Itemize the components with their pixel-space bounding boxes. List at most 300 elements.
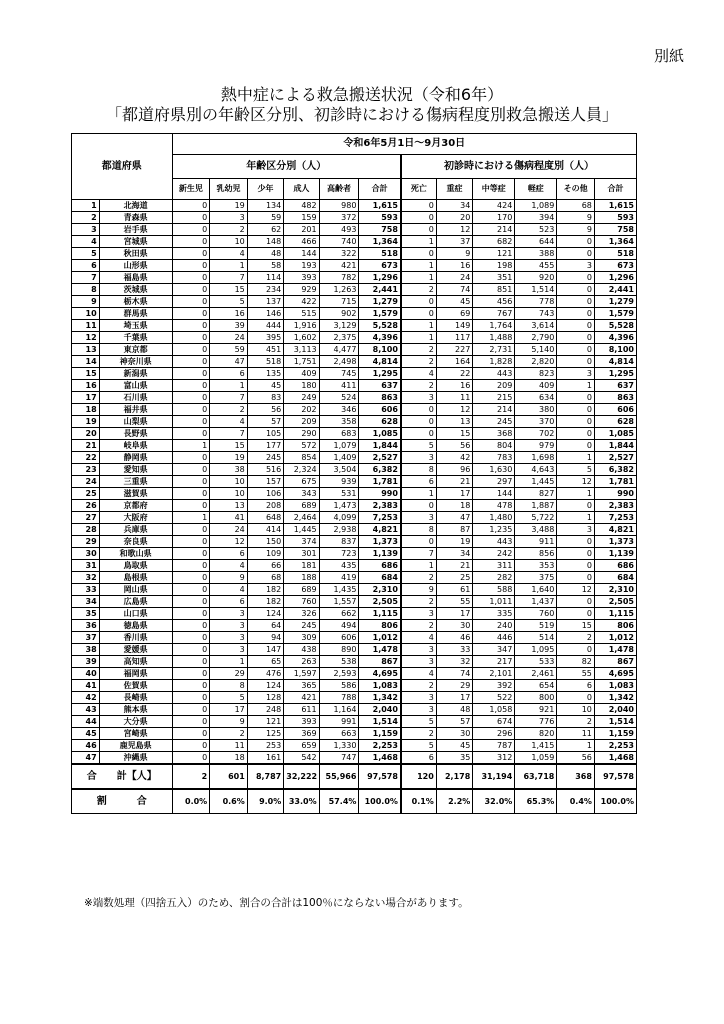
table-cell: 1 (401, 332, 436, 344)
table-cell: 1,844 (594, 440, 636, 452)
table-cell: 443 (473, 368, 515, 380)
table-cell: 3 (210, 632, 248, 644)
row-number: 5 (72, 248, 100, 260)
table-cell: 209 (473, 380, 515, 392)
table-cell: 1,514 (515, 284, 557, 296)
table-cell: 1 (401, 260, 436, 272)
table-cell: 1,159 (359, 728, 401, 740)
table-cell: 182 (247, 596, 283, 608)
table-cell: 0 (172, 488, 210, 500)
table-cell: 1,373 (594, 536, 636, 548)
table-cell: 2 (210, 728, 248, 740)
table-cell: 55 (436, 596, 472, 608)
table-cell: 0 (172, 392, 210, 404)
table-cell: 32 (436, 656, 472, 668)
table-cell: 0 (172, 704, 210, 716)
table-cell: 1,478 (594, 644, 636, 656)
table-cell: 0 (172, 560, 210, 572)
table-cell: 8 (401, 464, 436, 476)
prefecture-name: 神奈川県 (99, 356, 172, 368)
prefecture-name: 広島県 (99, 596, 172, 608)
prefecture-name: 富山県 (99, 380, 172, 392)
table-cell: 0 (557, 608, 595, 620)
table-cell: 3,504 (319, 464, 359, 476)
table-cell: 87 (436, 524, 472, 536)
header-severity-group: 初診時における傷病程度別（人） (401, 155, 637, 179)
row-number: 41 (72, 680, 100, 692)
prefecture-name: 大阪府 (99, 512, 172, 524)
table-cell: 0 (172, 464, 210, 476)
table-cell: 628 (594, 416, 636, 428)
table-cell: 0 (557, 572, 595, 584)
table-cell: 368 (557, 764, 595, 789)
table-cell: 414 (247, 524, 283, 536)
table-cell: 980 (319, 200, 359, 212)
table-cell: 867 (359, 656, 401, 668)
table-cell: 3 (401, 644, 436, 656)
header-age-col: 少年 (247, 179, 283, 200)
table-cell: 17 (436, 608, 472, 620)
table-cell: 134 (247, 200, 283, 212)
table-cell: 182 (247, 584, 283, 596)
table-cell: 0 (557, 356, 595, 368)
table-cell: 375 (515, 572, 557, 584)
table-cell: 1,468 (359, 752, 401, 765)
prefecture-name: 福島県 (99, 272, 172, 284)
table-cell: 347 (473, 644, 515, 656)
table-cell: 10 (210, 488, 248, 500)
table-cell: 124 (247, 608, 283, 620)
row-number: 39 (72, 656, 100, 668)
table-cell: 5,528 (594, 320, 636, 332)
row-number: 23 (72, 464, 100, 476)
footnote: ※端数処理（四捨五入）のため、割合の合計は100％にならない場合があります。 (84, 897, 469, 909)
table-cell: 1 (557, 488, 595, 500)
table-cell: 2 (401, 596, 436, 608)
table-cell: 1,330 (319, 740, 359, 752)
table-cell: 59 (210, 344, 248, 356)
table-cell: 45 (247, 380, 283, 392)
table-cell: 31,194 (473, 764, 515, 789)
table-cell: 2 (401, 356, 436, 368)
table-row (72, 608, 637, 620)
table-cell: 890 (319, 644, 359, 656)
table-cell: 7,253 (594, 512, 636, 524)
table-cell: 1,095 (515, 644, 557, 656)
table-cell: 0 (401, 248, 436, 260)
prefecture-name: 栃木県 (99, 296, 172, 308)
table-cell: 2,505 (594, 596, 636, 608)
table-cell: 3 (401, 392, 436, 404)
table-cell: 8,100 (594, 344, 636, 356)
table-cell: 686 (594, 560, 636, 572)
total-row (72, 764, 637, 789)
table-cell: 2,593 (319, 668, 359, 680)
table-cell: 1,296 (359, 272, 401, 284)
table-cell: 4 (210, 248, 248, 260)
row-number: 8 (72, 284, 100, 296)
table-cell: 59 (247, 212, 283, 224)
table-cell: 435 (319, 560, 359, 572)
table-cell: 32,222 (284, 764, 319, 789)
prefecture-name: 京都府 (99, 500, 172, 512)
table-cell: 7 (210, 392, 248, 404)
table-cell: 0.0% (172, 789, 210, 814)
table-cell: 634 (515, 392, 557, 404)
table-cell: 4 (401, 632, 436, 644)
table-cell: 47 (436, 512, 472, 524)
table-cell: 593 (594, 212, 636, 224)
table-cell: 309 (284, 632, 319, 644)
table-cell: 181 (284, 560, 319, 572)
table-cell: 12 (210, 536, 248, 548)
table-row (72, 272, 637, 284)
table-cell: 34 (436, 200, 472, 212)
table-cell: 12 (436, 404, 472, 416)
table-cell: 1,235 (473, 524, 515, 536)
table-cell: 2 (557, 716, 595, 728)
table-cell: 2,383 (594, 500, 636, 512)
table-cell: 0 (172, 356, 210, 368)
table-row (72, 716, 637, 728)
table-cell: 2,383 (359, 500, 401, 512)
table-cell: 4 (401, 668, 436, 680)
prefecture-name: 高知県 (99, 656, 172, 668)
table-cell: 1 (210, 260, 248, 272)
table-cell: 24 (210, 332, 248, 344)
table-cell: 0 (172, 740, 210, 752)
prefecture-name: 熊本県 (99, 704, 172, 716)
table-cell: 65 (247, 656, 283, 668)
table-row (72, 452, 637, 464)
table-cell: 2 (210, 224, 248, 236)
table-row (72, 596, 637, 608)
table-cell: 12 (557, 584, 595, 596)
table-cell: 2,938 (319, 524, 359, 536)
table-row (72, 752, 637, 765)
row-number: 11 (72, 320, 100, 332)
row-number: 44 (72, 716, 100, 728)
table-cell: 538 (319, 656, 359, 668)
table-cell: 760 (284, 596, 319, 608)
table-cell: 157 (247, 476, 283, 488)
table-cell: 4,643 (515, 464, 557, 476)
prefecture-name: 福岡県 (99, 668, 172, 680)
table-cell: 0 (401, 428, 436, 440)
table-cell: 542 (284, 752, 319, 765)
table-cell: 837 (319, 536, 359, 548)
table-cell: 702 (515, 428, 557, 440)
table-cell: 164 (436, 356, 472, 368)
prefecture-name: 埼玉県 (99, 320, 172, 332)
table-cell: 9 (401, 584, 436, 596)
table-cell: 0 (557, 236, 595, 248)
table-cell: 1,373 (359, 536, 401, 548)
table-cell: 776 (515, 716, 557, 728)
table-cell: 1,415 (515, 740, 557, 752)
table-cell: 1,435 (319, 584, 359, 596)
row-number: 13 (72, 344, 100, 356)
table-cell: 682 (473, 236, 515, 248)
prefecture-name: 愛媛県 (99, 644, 172, 656)
table-cell: 823 (515, 368, 557, 380)
table-cell: 114 (247, 272, 283, 284)
table-cell: 689 (284, 500, 319, 512)
table-cell: 6 (401, 476, 436, 488)
table-cell: 2,310 (359, 584, 401, 596)
table-cell: 10 (557, 704, 595, 716)
table-cell: 0 (172, 452, 210, 464)
table-cell: 17 (210, 704, 248, 716)
table-cell: 2,464 (284, 512, 319, 524)
table-cell: 346 (319, 404, 359, 416)
table-cell: 25 (436, 572, 472, 584)
table-cell: 800 (515, 692, 557, 704)
table-cell: 2,790 (515, 332, 557, 344)
table-cell: 24 (210, 524, 248, 536)
row-number: 24 (72, 476, 100, 488)
table-cell: 2,505 (359, 596, 401, 608)
table-cell: 395 (247, 332, 283, 344)
table-cell: 1,279 (594, 296, 636, 308)
table-cell: 674 (473, 716, 515, 728)
table-cell: 2 (557, 632, 595, 644)
table-cell: 369 (284, 728, 319, 740)
table-cell: 68 (247, 572, 283, 584)
table-cell: 0 (557, 392, 595, 404)
table-cell: 1,514 (359, 716, 401, 728)
table-cell: 0 (172, 572, 210, 584)
table-cell: 476 (247, 668, 283, 680)
prefecture-name: 徳島県 (99, 620, 172, 632)
table-cell: 1,514 (594, 716, 636, 728)
table-cell: 17 (436, 692, 472, 704)
table-cell: 24 (436, 272, 472, 284)
table-cell: 782 (319, 272, 359, 284)
table-cell: 1,480 (473, 512, 515, 524)
prefecture-name: 三重県 (99, 476, 172, 488)
prefecture-name: 宮崎県 (99, 728, 172, 740)
table-cell: 1 (172, 440, 210, 452)
table-cell: 148 (247, 236, 283, 248)
table-cell: 518 (359, 248, 401, 260)
table-cell: 0 (172, 320, 210, 332)
table-cell: 0 (557, 692, 595, 704)
table-cell: 760 (515, 608, 557, 620)
table-cell: 522 (473, 692, 515, 704)
row-number: 1 (72, 200, 100, 212)
table-cell: 4,396 (594, 332, 636, 344)
table-cell: 8 (210, 680, 248, 692)
table-cell: 2,527 (594, 452, 636, 464)
table-cell: 1,698 (515, 452, 557, 464)
table-cell: 2,324 (284, 464, 319, 476)
table-cell: 32.0% (473, 789, 515, 814)
table-cell: 572 (284, 440, 319, 452)
table-cell: 0 (557, 644, 595, 656)
table-cell: 83 (247, 392, 283, 404)
row-number: 45 (72, 728, 100, 740)
prefecture-name: 島根県 (99, 572, 172, 584)
table-cell: 5,140 (515, 344, 557, 356)
prefecture-name: 奈良県 (99, 536, 172, 548)
row-number: 33 (72, 584, 100, 596)
table-row (72, 488, 637, 500)
table-cell: 4,396 (359, 332, 401, 344)
prefecture-name: 千葉県 (99, 332, 172, 344)
table-cell: 365 (284, 680, 319, 692)
table-row (72, 524, 637, 536)
table-cell: 787 (473, 740, 515, 752)
table-cell: 0 (172, 404, 210, 416)
row-number: 19 (72, 416, 100, 428)
table-cell: 380 (515, 404, 557, 416)
prefecture-name: 石川県 (99, 392, 172, 404)
table-cell: 421 (284, 692, 319, 704)
table-cell: 6 (210, 368, 248, 380)
table-cell: 4,821 (594, 524, 636, 536)
table-cell: 65.3% (515, 789, 557, 814)
table-row (72, 332, 637, 344)
table-row (72, 572, 637, 584)
table-cell: 109 (247, 548, 283, 560)
table-cell: 48 (436, 704, 472, 716)
table-cell: 56 (436, 440, 472, 452)
table-cell: 0 (172, 716, 210, 728)
table-cell: 0 (172, 260, 210, 272)
table-cell: 0 (172, 200, 210, 212)
prefecture-name: 愛知県 (99, 464, 172, 476)
table-row (72, 668, 637, 680)
row-number: 42 (72, 692, 100, 704)
table-cell: 42 (436, 452, 472, 464)
table-cell: 863 (594, 392, 636, 404)
table-cell: 806 (359, 620, 401, 632)
prefecture-name: 新潟県 (99, 368, 172, 380)
table-cell: 144 (473, 488, 515, 500)
table-cell: 409 (284, 368, 319, 380)
table-cell: 0 (172, 476, 210, 488)
table-cell: 783 (473, 452, 515, 464)
table-cell: 0 (172, 548, 210, 560)
table-cell: 144 (284, 248, 319, 260)
table-cell: 466 (284, 236, 319, 248)
table-cell: 1,640 (515, 584, 557, 596)
table-cell: 394 (515, 212, 557, 224)
table-cell: 673 (594, 260, 636, 272)
table-cell: 767 (473, 308, 515, 320)
table-cell: 13 (436, 416, 472, 428)
table-cell: 0 (172, 368, 210, 380)
prefecture-name: 大分県 (99, 716, 172, 728)
table-cell: 0 (172, 680, 210, 692)
table-row (72, 224, 637, 236)
table-cell: 2,253 (359, 740, 401, 752)
table-cell: 1,295 (594, 368, 636, 380)
header-age-col: 成人 (284, 179, 319, 200)
table-cell: 0 (557, 284, 595, 296)
table-cell: 1,916 (284, 320, 319, 332)
table-row (72, 704, 637, 716)
prefecture-name: 和歌山県 (99, 548, 172, 560)
table-cell: 1,364 (359, 236, 401, 248)
table-cell: 482 (284, 200, 319, 212)
row-number: 26 (72, 500, 100, 512)
table-cell: 4 (210, 416, 248, 428)
table-cell: 58 (247, 260, 283, 272)
table-cell: 6 (557, 680, 595, 692)
table-cell: 61 (436, 584, 472, 596)
table-cell: 1,295 (359, 368, 401, 380)
table-cell: 245 (284, 620, 319, 632)
table-cell: 290 (284, 428, 319, 440)
table-cell: 374 (284, 536, 319, 548)
table-cell: 8 (401, 524, 436, 536)
table-cell: 97,578 (359, 764, 401, 789)
table-cell: 6,382 (359, 464, 401, 476)
table-cell: 94 (247, 632, 283, 644)
table-cell: 4,099 (319, 512, 359, 524)
table-cell: 34 (436, 548, 472, 560)
table-cell: 0 (557, 428, 595, 440)
table-cell: 1 (210, 656, 248, 668)
table-cell: 82 (557, 656, 595, 668)
table-cell: 0 (172, 332, 210, 344)
table-row (72, 248, 637, 260)
table-cell: 9 (210, 716, 248, 728)
table-row (72, 464, 637, 476)
table-cell: 0 (401, 536, 436, 548)
table-cell: 654 (515, 680, 557, 692)
table-cell: 0 (557, 332, 595, 344)
header-prefecture: 都道府県 (72, 134, 173, 200)
table-cell: 8,100 (359, 344, 401, 356)
table-row (72, 260, 637, 272)
table-cell: 7,253 (359, 512, 401, 524)
table-cell: 478 (473, 500, 515, 512)
table-cell: 0 (557, 344, 595, 356)
table-cell: 867 (594, 656, 636, 668)
table-cell: 1 (401, 320, 436, 332)
table-cell: 1,478 (359, 644, 401, 656)
table-cell: 493 (319, 224, 359, 236)
table-cell: 66 (247, 560, 283, 572)
table-cell: 991 (319, 716, 359, 728)
table-cell: 117 (436, 332, 472, 344)
table-cell: 217 (473, 656, 515, 668)
total-label: 合 計【人】 (72, 764, 173, 789)
table-cell: 0.6% (210, 789, 248, 814)
table-cell: 723 (319, 548, 359, 560)
table-cell: 9 (557, 212, 595, 224)
table-cell: 0 (557, 500, 595, 512)
table-cell: 856 (515, 548, 557, 560)
row-number: 17 (72, 392, 100, 404)
table-cell: 0 (172, 668, 210, 680)
table-cell: 2,178 (436, 764, 472, 789)
table-cell: 297 (473, 476, 515, 488)
table-cell: 1,342 (359, 692, 401, 704)
table-cell: 137 (247, 296, 283, 308)
table-cell: 1,764 (473, 320, 515, 332)
prefecture-name: 岡山県 (99, 584, 172, 596)
prefecture-name: 鹿児島県 (99, 740, 172, 752)
table-cell: 0 (172, 752, 210, 765)
table-cell: 3,488 (515, 524, 557, 536)
table-cell: 0 (172, 344, 210, 356)
table-cell: 7 (210, 272, 248, 284)
table-cell: 2 (401, 344, 436, 356)
